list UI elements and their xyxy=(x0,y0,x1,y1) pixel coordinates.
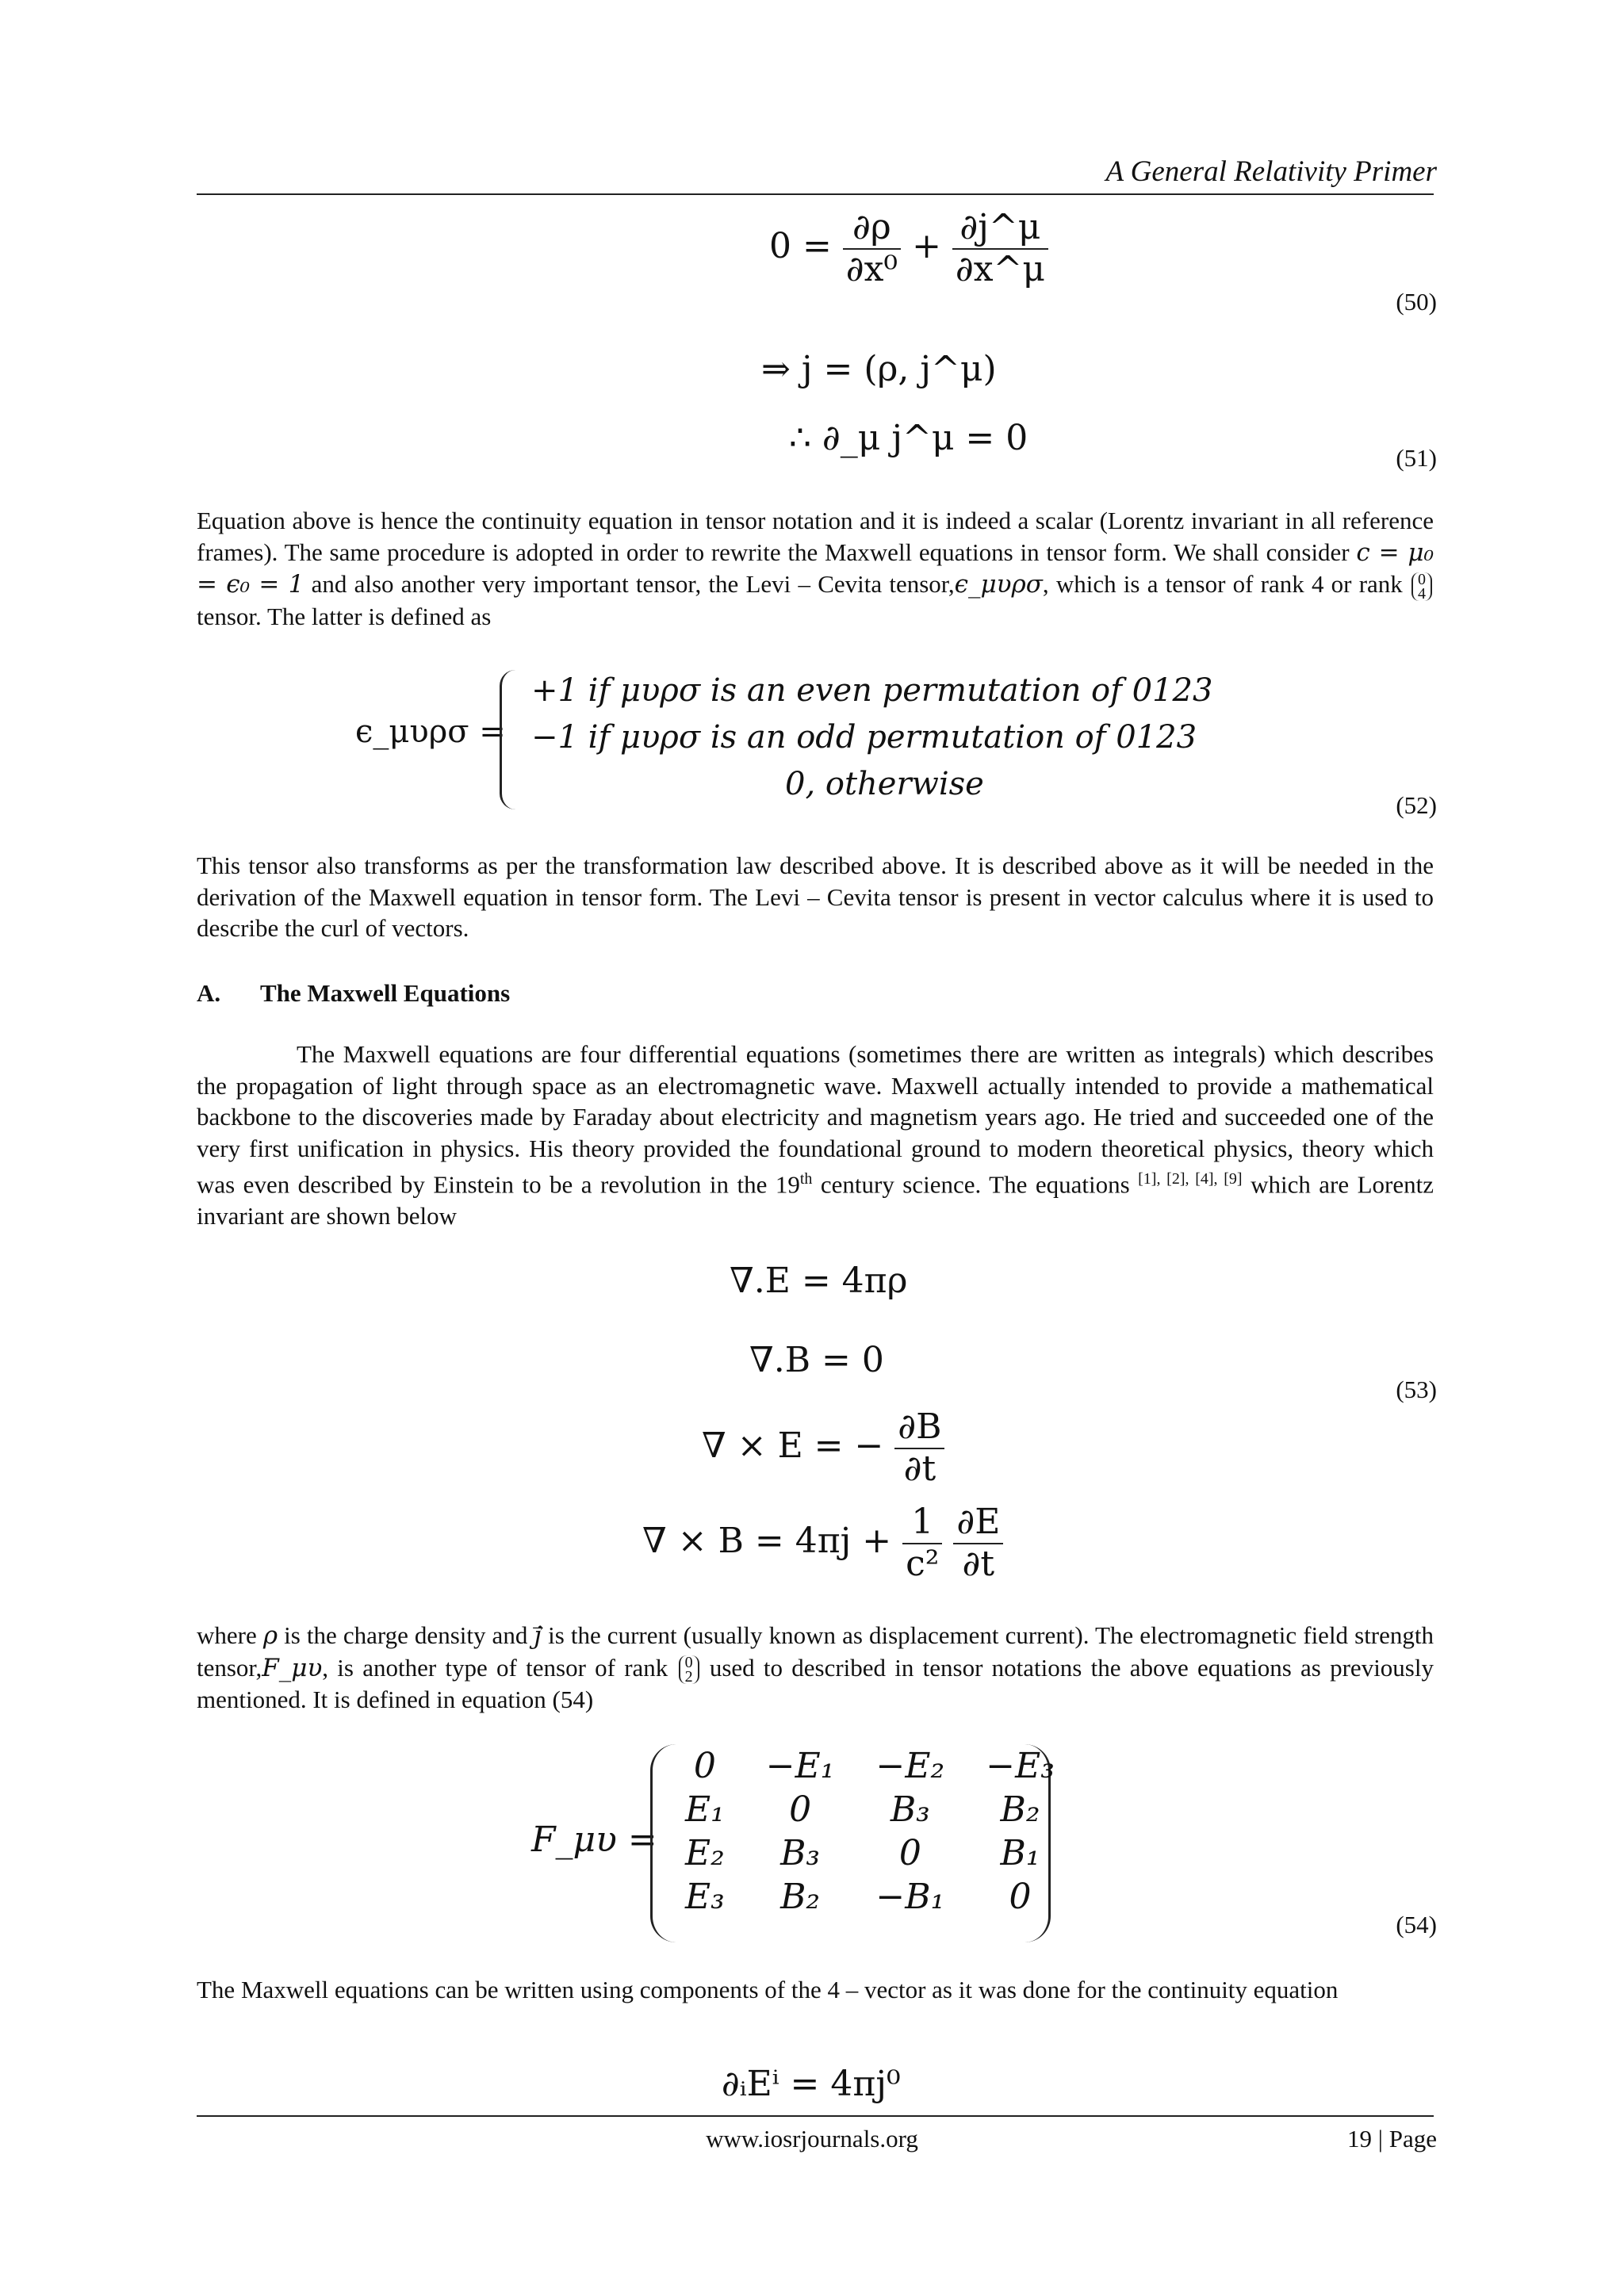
matrix-cell: B₂ xyxy=(1000,1789,1040,1830)
matrix-row xyxy=(665,1875,1075,1919)
equation-52-case2: −1 if μυρσ is an odd permutation of 0123 xyxy=(531,719,1197,756)
field-strength-matrix xyxy=(665,1744,1075,1919)
eq53-line4-frac1-den: c² xyxy=(906,1543,940,1584)
eq53-line4-frac2 xyxy=(953,1502,1003,1584)
matrix-cell: −E₃ xyxy=(986,1746,1055,1786)
p4-text-1: where xyxy=(197,1621,263,1649)
p1-binom-bottom: 4 xyxy=(1418,584,1426,603)
p3-text-1: The Maxwell equations are four differential equations (sometimes there are written as integrals) which describes the propagation of light through space as an electromagnetic wave. Maxwell actually intended to provide a mathematical backbone to the discoveries made by Faraday about electricity and magnetism years ago. He tried and succeeded one of the very first unification in physics. His theory provided the foundational ground to modern theoretical physics, theory which was even described by Einstein to be a revolution in the 19 xyxy=(197,1040,1434,1199)
eq53-line4-frac2-den: ∂t xyxy=(962,1543,995,1584)
equation-53-line1: ∇.E = 4πρ xyxy=(730,1261,908,1301)
matrix-row xyxy=(665,1744,1075,1788)
p4-text-4: , is another type of tensor of rank xyxy=(322,1653,677,1682)
eq53-line3-num: ∂B xyxy=(894,1407,944,1449)
footer-rule xyxy=(197,2115,1434,2117)
p1-text-3: , which is a tensor of rank 4 or rank xyxy=(1042,570,1410,598)
matrix-row xyxy=(665,1831,1075,1875)
equation-52-case3: 0, otherwise xyxy=(785,766,984,802)
p4-rank-binomial xyxy=(679,1655,699,1684)
matrix-cell: 0 xyxy=(1009,1877,1032,1917)
eq53-line3-den: ∂t xyxy=(903,1448,936,1489)
p1-text-1: Equation above is hence the continuity equation in tensor notation and it is indeed a scalar (Lorentz invariant in all reference frames). The same procedure is adopted in order to rewrite the Maxwell equations in tensor form. We shall consider xyxy=(197,507,1434,566)
equation-53-line3 xyxy=(702,1407,944,1489)
equation-52-case1: +1 if μυρσ is an even permutation of 0123 xyxy=(531,672,1213,709)
eq53-line3-frac xyxy=(894,1407,944,1489)
p1-binom-top: 0 xyxy=(1418,570,1426,588)
paragraph-maxwell-intro xyxy=(197,1039,1434,1231)
equation-number-50: (50) xyxy=(1396,288,1437,316)
matrix-cell: −B₁ xyxy=(875,1877,945,1917)
p4-rho: ρ xyxy=(262,1621,278,1650)
paragraph-continuity xyxy=(197,505,1434,632)
matrix-row xyxy=(665,1788,1075,1831)
matrix-body xyxy=(665,1744,1075,1919)
matrix-cell: 0 xyxy=(693,1746,716,1786)
equation-number-54: (54) xyxy=(1396,1911,1437,1938)
p1-text-4: tensor. The latter is defined as xyxy=(197,602,492,630)
running-title: A General Relativity Primer xyxy=(1105,155,1437,188)
eq50-frac1-den: ∂x⁰ xyxy=(845,248,898,289)
matrix-cell: E₁ xyxy=(685,1789,725,1830)
p4-binom-top: 0 xyxy=(684,1654,693,1672)
p4-text-2: is the charge density and xyxy=(278,1621,534,1649)
paragraph-component-form: The Maxwell equations can be written using components of the 4 – vector as it was done for the continuity equation xyxy=(197,1976,1339,2003)
eq50-frac2-num: ∂j^μ xyxy=(952,208,1048,250)
p1-text-2: and also another very important tensor, the Levi – Cevita tensor, xyxy=(304,570,955,598)
matrix-cell: −E₂ xyxy=(875,1746,945,1786)
equation-51-line2: ∴ ∂_μ j^μ = 0 xyxy=(789,418,1028,458)
section-number: A. xyxy=(197,979,221,1007)
matrix-cell: B₁ xyxy=(1000,1833,1040,1873)
eq53-line4-lhs: ∇ × B = 4πj + xyxy=(642,1521,892,1562)
matrix-cell: 0 xyxy=(789,1789,812,1830)
journal-url[interactable]: www.iosrjournals.org xyxy=(706,2125,918,2152)
p3-reference-list: [1], [2], [4], [9] xyxy=(1138,1170,1243,1188)
p1-math-constants: c = μ₀ = ϵ₀ = 1 xyxy=(197,538,1434,599)
paragraph-levi-civita: This tensor also transforms as per the transformation law described above. It is described above as it will be needed in the derivation of the Maxwell equation in tensor form. The Levi – Cevita tensor is present in vector calculus where it is used to describe the curl of vectors. xyxy=(197,851,1434,942)
matrix-cell: B₃ xyxy=(780,1833,821,1873)
equation-55-partial: ∂ᵢEⁱ = 4πj⁰ xyxy=(722,2064,901,2104)
eq50-lhs: 0 = xyxy=(769,226,832,267)
equation-53-line2: ∇.B = 0 xyxy=(749,1340,884,1380)
page-number: 19 | Page xyxy=(1347,2125,1437,2152)
p4-text-5: used to described in tensor notations the above equations as previously mentioned. It is defined in equation (54) xyxy=(197,1653,1434,1714)
equation-number-51: (51) xyxy=(1396,444,1437,472)
matrix-cell: E₂ xyxy=(685,1833,725,1873)
p1-math-levi-civita: ϵ_μυρσ xyxy=(954,570,1043,599)
p4-text-3: is the current (usually known as displacement current). The electromagnetic field strength tensor, xyxy=(197,1621,1434,1682)
eq53-line3-lhs: ∇ × E = − xyxy=(702,1425,884,1467)
eq53-line4-frac2-num: ∂E xyxy=(953,1502,1003,1544)
matrix-cell: B₂ xyxy=(780,1877,821,1917)
eq53-line4-frac1 xyxy=(902,1502,942,1584)
p4-binom-bottom: 2 xyxy=(684,1668,693,1686)
equation-number-52: (52) xyxy=(1396,791,1437,819)
equation-number-53: (53) xyxy=(1396,1376,1437,1403)
matrix-cell: 0 xyxy=(898,1833,921,1873)
p1-rank-binomial xyxy=(1411,572,1432,601)
equation-50 xyxy=(769,208,1048,289)
section-heading xyxy=(197,979,510,1008)
eq50-frac1 xyxy=(843,208,901,289)
matrix-cell: −E₁ xyxy=(765,1746,835,1786)
p3-text-3: which are Lorentz invariant are shown below xyxy=(197,1170,1434,1230)
equation-54-lhs: F_μυ = xyxy=(531,1820,657,1860)
eq50-frac1-num: ∂ρ xyxy=(843,208,901,250)
equation-52-brace xyxy=(500,670,526,809)
eq50-frac2-den: ∂x^μ xyxy=(955,248,1045,289)
matrix-table xyxy=(665,1744,1075,1919)
eq53-line4-frac1-num: 1 xyxy=(902,1502,942,1544)
p4-current-j: → j xyxy=(534,1621,542,1652)
p4-field-tensor: F_μυ xyxy=(262,1653,323,1682)
section-title: The Maxwell Equations xyxy=(260,979,511,1007)
matrix-cell: B₃ xyxy=(890,1789,930,1830)
p3-superscript-th: th xyxy=(799,1170,813,1188)
matrix-cell: E₃ xyxy=(685,1877,725,1917)
eq50-frac2 xyxy=(952,208,1048,289)
equation-52-lhs: ϵ_μυρσ = xyxy=(355,714,506,750)
p3-text-2: century science. The equations xyxy=(812,1170,1139,1199)
paragraph-field-tensor xyxy=(197,1620,1434,1716)
eq50-plus: + xyxy=(912,226,941,267)
equation-53-line4 xyxy=(642,1502,1003,1584)
header-rule xyxy=(197,193,1434,195)
equation-51-line1: ⇒ j = (ρ, j^μ) xyxy=(761,349,997,389)
